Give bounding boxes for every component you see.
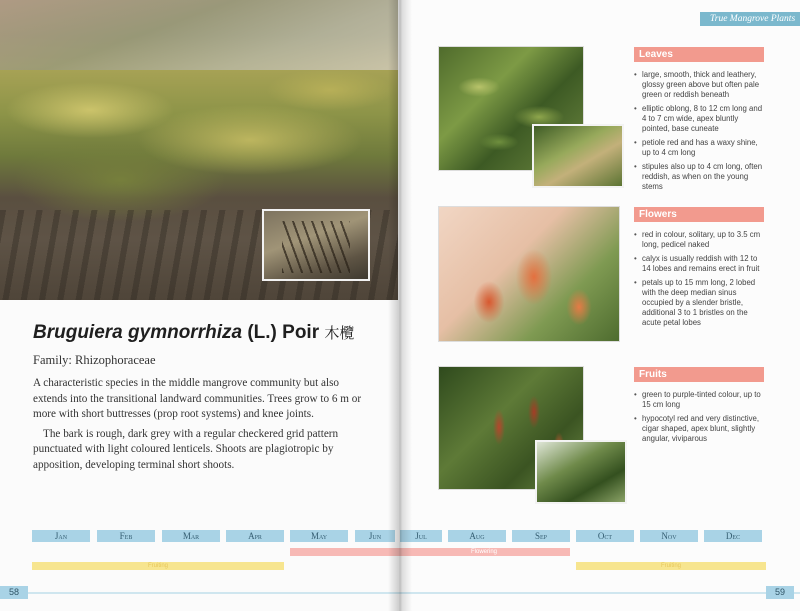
bullet-item: • red in colour, solitary, up to 3.5 cm long, pedicel naked [634, 230, 766, 250]
bullet-item: • petiole red and has a waxy shine, up to 4 cm long [634, 138, 766, 158]
month-jun: Jun [355, 530, 395, 542]
fruiting-bar-left: Fruiting [32, 562, 284, 570]
flowers-bullet-list [634, 230, 766, 332]
month-sep: Sep [512, 530, 570, 542]
family-label: Family: Rhizophoraceae [33, 353, 156, 367]
month-dec: Dec [704, 530, 762, 542]
page-number-right: 59 [766, 586, 794, 599]
right-page [398, 0, 800, 611]
month-aug: Aug [448, 530, 506, 542]
bullet-item: • stipules also up to 4 cm long, often reddish, as when on the young stems [634, 162, 766, 192]
month-mar: Mar [162, 530, 220, 542]
month-jan: Jan [32, 530, 90, 542]
fruits-bullet-list [634, 390, 766, 448]
mangrove-landscape-photo [0, 0, 398, 300]
section-head-leaves: Leaves [634, 47, 764, 62]
month-feb: Feb [97, 530, 155, 542]
running-head: True Mangrove Plants [700, 12, 800, 26]
month-oct: Oct [576, 530, 634, 542]
month-jul: Jul [400, 530, 442, 542]
leaves-inset-photo [532, 124, 624, 188]
month-nov: Nov [640, 530, 698, 542]
section-head-flowers: Flowers [634, 207, 764, 222]
month-apr: Apr [226, 530, 284, 542]
fruiting-bar-right: Fruiting [576, 562, 766, 570]
footer-band [0, 592, 398, 594]
species-latin-name: Bruguiera gymnorrhiza [33, 322, 243, 343]
hillside-background [0, 0, 398, 70]
species-author: (L.) Poir [247, 322, 320, 343]
species-chinese-name: 木欖 [324, 325, 355, 342]
bullet-item: • green to purple-tinted colour, up to 15 cm long [634, 390, 766, 410]
knee-roots-inset-photo [262, 209, 370, 281]
flowering-bar-left [290, 548, 398, 556]
flowering-bar-right: Flowering [398, 548, 570, 556]
description-paragraph: The bark is rough, dark grey with a regular checkered grid pattern punctuated with light coloured lenticels. Shoots are plagiotropic by apposition, developing terminal short shoots. [33, 427, 339, 471]
description-paragraph: A characteristic species in the middle mangrove community but also extends into the transitional landward communities. Trees grow to 6 m or more with short buttresses (prop root systems) and knee joints. [33, 377, 362, 420]
species-description [33, 376, 368, 473]
page-number-left: 58 [0, 586, 28, 599]
leaves-bullet-list [634, 70, 766, 196]
bullet-item: • hypocotyl red and very distinctive, cigar shaped, apex blunt, slightly angular, viviparous [634, 414, 766, 444]
species-title [33, 322, 354, 344]
bullet-item: • calyx is usually reddish with 12 to 14 lobes and remains erect in fruit [634, 254, 766, 274]
flowers-photo [438, 206, 620, 342]
bullet-item: • large, smooth, thick and leathery, glossy green above but often pale green or reddish beneath [634, 70, 766, 100]
bullet-item: • petals up to 15 mm long, 2 lobed with the deep median sinus occupied by a slender bristle, additional 3 to 1 bristles on the acute petal lobes [634, 278, 766, 328]
left-page [0, 0, 398, 611]
bullet-item: • elliptic oblong, 8 to 12 cm long and 4 to 7 cm wide, apex bluntly pointed, base cuneate [634, 104, 766, 134]
footer-band [398, 592, 800, 594]
fruits-inset-photo [535, 440, 627, 504]
month-may: May [290, 530, 348, 542]
section-head-fruits: Fruits [634, 367, 764, 382]
